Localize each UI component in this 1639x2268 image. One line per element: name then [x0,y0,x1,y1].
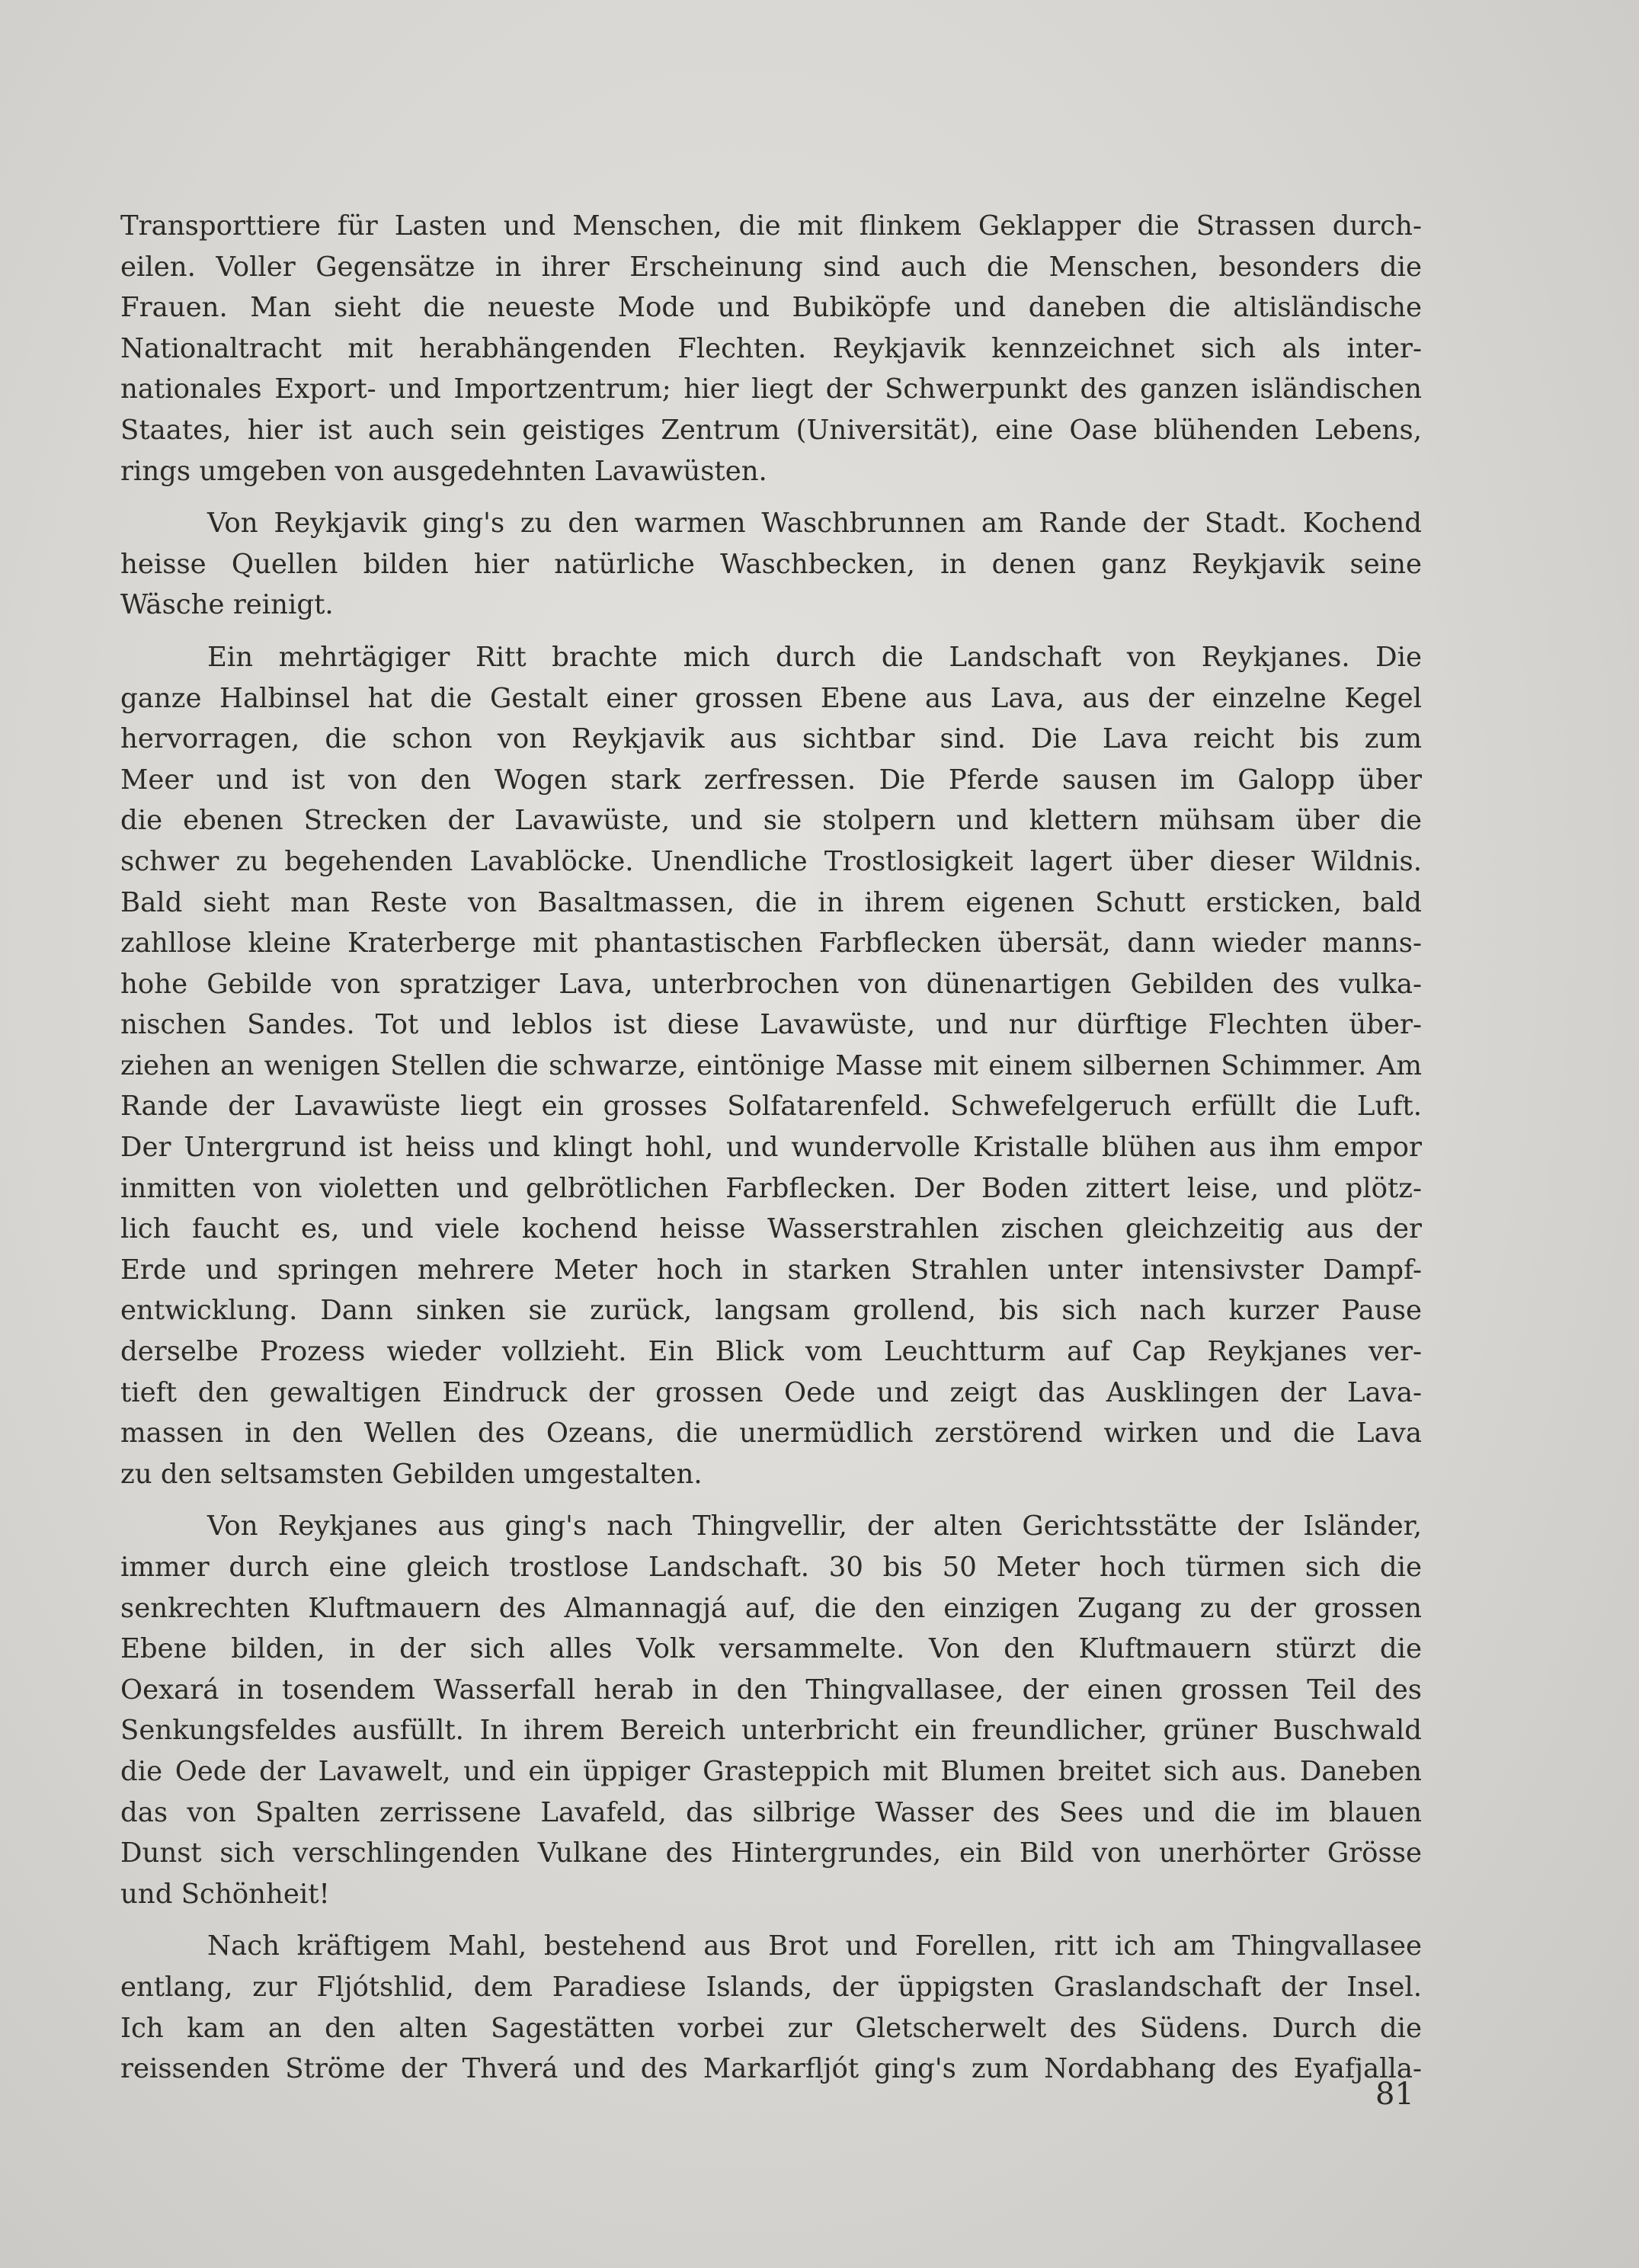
text-line: zu den seltsamsten Gebilden umgestalten. [120,1458,703,1490]
text-line: tieft den gewaltigen Eindruck der grossen Oede und zeigt das Ausklingen der Lava- [120,1376,1422,1408]
text-line: Der Untergrund ist heiss und klingt hohl, und wundervolle Kristalle blühen aus ihm empor [120,1132,1422,1164]
page-number: 81 [1375,2077,1414,2112]
text-line: reissenden Ströme der Thverá und des Markarfljót ging's zum Nordabhang des Eyafjalla- [120,2053,1422,2085]
paragraph [120,1506,1422,1914]
text-line: Ich kam an den alten Sagestätten vorbei zur Gletscherwelt des Südens. Durch die [120,2012,1422,2044]
text-line: entwicklung. Dann sinken sie zurück, langsam grollend, bis sich nach kurzer Pause [120,1295,1422,1327]
text-line: senkrechten Kluftmauern des Almannagjá auf, die den einzigen Zugang zu der grossen [120,1592,1422,1624]
text-line: Transporttiere für Lasten und Menschen, die mit flinkem Geklapper die Strassen durch- [120,210,1422,242]
text-line: hohe Gebilde von spratziger Lava, unterbrochen von dünenartigen Gebilden des vulka- [120,968,1422,1000]
text-line: inmitten von violetten und gelbrötlichen Farbflecken. Der Boden zittert leise, und plötz- [120,1172,1422,1204]
text-line: Oexará in tosendem Wasserfall herab in den Thingvallasee, der einen grossen Teil des [120,1674,1422,1706]
text-line: Von Reykjavik ging's zu den warmen Waschbrunnen am Rande der Stadt. Kochend [207,508,1422,540]
text-line: Frauen. Man sieht die neueste Mode und Bubiköpfe und daneben die altisländische [120,292,1422,324]
text-line: Staates, hier ist auch sein geistiges Zentrum (Universität), eine Oase blühenden Lebens, [120,414,1422,446]
text-line: Nach kräftigem Mahl, bestehend aus Brot und Forellen, ritt ich am Thingvallasee [207,1930,1422,1962]
text-line: lich faucht es, und viele kochend heisse Wasserstrahlen zischen gleichzeitig aus der [120,1213,1422,1245]
text-line: Ebene bilden, in der sich alles Volk versammelte. Von den Kluftmauern stürzt die [120,1633,1422,1665]
text-line: immer durch eine gleich trostlose Landschaft. 30 bis 50 Meter hoch türmen sich die [120,1552,1422,1583]
text-line: Dunst sich verschlingenden Vulkane des Hintergrundes, ein Bild von unerhörter Grösse [120,1837,1422,1869]
text-line: rings umgeben von ausgedehnten Lavawüsten. [120,455,767,487]
paragraph [120,1926,1422,2089]
text-line: heisse Quellen bilden hier natürliche Waschbecken, in denen ganz Reykjavik seine [120,548,1422,580]
text-line: Wäsche reinigt. [120,589,334,621]
text-line: das von Spalten zerrissene Lavafeld, das silbrige Wasser des Sees und die im blauen [120,1796,1422,1828]
text-line: die ebenen Strecken der Lavawüste, und sie stolpern und klettern mühsam über die [120,805,1422,837]
text-line: Rande der Lavawüste liegt ein grosses Solfatarenfeld. Schwefelgeruch erfüllt die Luft. [120,1091,1422,1123]
text-line: derselbe Prozess wieder vollzieht. Ein Blick vom Leuchtturm auf Cap Reykjanes ver- [120,1336,1422,1368]
text-line: Nationaltracht mit herabhängenden Flechten. Reykjavik kennzeichnet sich als inter- [120,332,1422,364]
text-line: und Schönheit! [120,1878,330,1910]
text-line: entlang, zur Fljótshlid, dem Paradiese Islands, der üppigsten Graslandschaft der Insel. [120,1971,1422,2003]
text-line: Von Reykjanes aus ging's nach Thingvellir, der alten Gerichtsstätte der Isländer, [207,1510,1422,1542]
text-line: Erde und springen mehrere Meter hoch in starken Strahlen unter intensivster Dampf- [120,1254,1422,1286]
text-line: Senkungsfeldes ausfüllt. In ihrem Bereich unterbricht ein freundlicher, grüner Buschwald [120,1715,1422,1747]
text-line: Bald sieht man Reste von Basaltmassen, die in ihrem eigenen Schutt ersticken, bald [120,886,1422,918]
page-body [120,206,1422,2101]
text-line: hervorragen, die schon von Reykjavik aus sichtbar sind. Die Lava reicht bis zum [120,723,1422,755]
paragraph [120,206,1422,492]
text-line: die Oede der Lavawelt, und ein üppiger Grasteppich mit Blumen breitet sich aus. Daneben [120,1755,1422,1787]
text-line: zahllose kleine Kraterberge mit phantastischen Farbflecken übersät, dann wieder manns- [120,927,1422,959]
text-line: massen in den Wellen des Ozeans, die unermüdlich zerstörend wirken und die Lava [120,1418,1422,1450]
paragraph [120,503,1422,626]
text-line: Ein mehrtägiger Ritt brachte mich durch die Landschaft von Reykjanes. Die [207,641,1422,673]
text-line: schwer zu begehenden Lavablöcke. Unendliche Trostlosigkeit lagert über dieser Wildnis. [120,845,1422,877]
text-line: ziehen an wenigen Stellen die schwarze, eintönige Masse mit einem silbernen Schimmer. Am [120,1049,1422,1081]
text-line: eilen. Voller Gegensätze in ihrer Erscheinung sind auch die Menschen, besonders die [120,251,1422,283]
text-line: nationales Export- und Importzentrum; hier liegt der Schwerpunkt des ganzen isländischen [120,373,1422,405]
paragraph [120,637,1422,1494]
text-line: Meer und ist von den Wogen stark zerfressen. Die Pferde sausen im Galopp über [120,764,1422,796]
text-line: ganze Halbinsel hat die Gestalt einer grossen Ebene aus Lava, aus der einzelne Kegel [120,682,1422,714]
text-line: nischen Sandes. Tot und leblos ist diese Lavawüste, und nur dürftige Flechten über- [120,1009,1422,1041]
